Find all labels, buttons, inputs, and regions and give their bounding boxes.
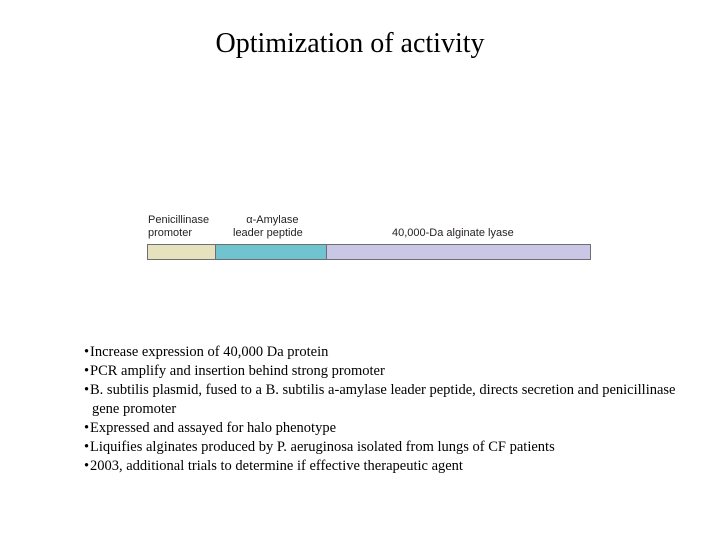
bullet-text: Increase expression of 40,000 Da protein [90,344,329,360]
amylase-label-line1: α-Amylase [246,214,299,226]
amylase-label-line2: leader peptide [233,227,303,239]
gene-construct-diagram [147,213,592,263]
bullet-dot: • [84,363,90,379]
bullet-text: B. subtilis plasmid, fused to a B. subtilis a-amylase leader peptide, directs secretion and penicillinase gene promoter [90,382,676,417]
bullet-item [84,381,684,419]
penicillinase-label-line1: Penicillinase [148,214,210,226]
bullet-dot: • [84,382,90,398]
alginate-lyase-label: 40,000-Da alginate lyase [392,227,514,239]
bullet-text: PCR amplify and insertion behind strong promoter [90,363,385,379]
amylase-leader-label [233,214,303,240]
bullet-item [84,457,684,476]
bullet-item [84,438,684,457]
penicillinase-promoter-segment [147,244,216,260]
bullet-item [84,343,684,362]
bullet-dot: • [84,439,90,455]
bullet-list [84,343,684,476]
alginate-lyase-segment [326,244,591,260]
bullet-item [84,362,684,381]
bullet-dot: • [84,458,90,474]
bullet-dot: • [84,420,90,436]
bullet-item [84,419,684,438]
bullet-dot: • [84,344,90,360]
penicillinase-promoter-label [148,214,209,240]
bullet-text: 2003, additional trials to determine if effective therapeutic agent [90,458,463,474]
bullet-text: Expressed and assayed for halo phenotype [90,420,337,436]
slide-title: Optimization of activity [215,28,485,59]
penicillinase-label-line2: promoter [148,227,193,239]
bullet-text: Liquifies alginates produced by P. aeruginosa isolated from lungs of CF patients [90,439,555,455]
amylase-leader-segment [215,244,327,260]
